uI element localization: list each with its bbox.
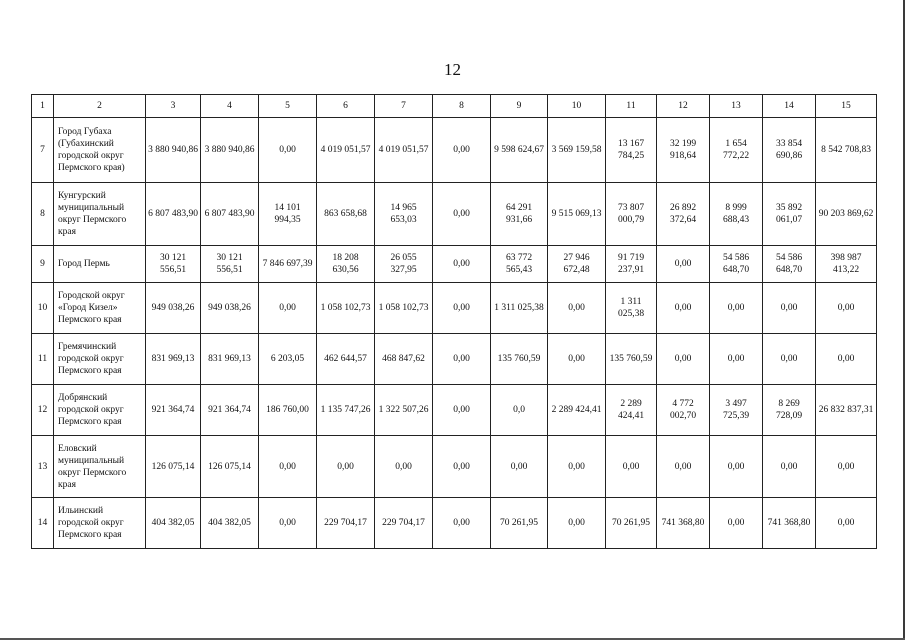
amount-cell: 14 965 653,03 bbox=[375, 183, 433, 246]
amount-cell: 1 058 102,73 bbox=[375, 283, 433, 334]
amount-cell: 30 121 556,51 bbox=[146, 246, 201, 283]
amount-cell: 7 846 697,39 bbox=[259, 246, 317, 283]
amount-cell: 135 760,59 bbox=[606, 334, 657, 385]
municipality-name: Еловский муниципальный округ Пермского края bbox=[54, 436, 146, 498]
amount-cell: 1 058 102,73 bbox=[317, 283, 375, 334]
amount-cell: 462 644,57 bbox=[317, 334, 375, 385]
amount-cell: 0,00 bbox=[548, 498, 606, 549]
amount-cell: 0,00 bbox=[657, 334, 710, 385]
amount-cell: 8 269 728,09 bbox=[763, 385, 816, 436]
amount-cell: 831 969,13 bbox=[201, 334, 259, 385]
amount-cell: 0,00 bbox=[548, 283, 606, 334]
amount-cell: 6 807 483,90 bbox=[201, 183, 259, 246]
amount-cell: 32 199 918,64 bbox=[657, 118, 710, 183]
amount-cell: 0,00 bbox=[433, 334, 491, 385]
amount-cell: 135 760,59 bbox=[491, 334, 548, 385]
municipality-name: Гремячинский городской округ Пермского края bbox=[54, 334, 146, 385]
amount-cell: 0,00 bbox=[433, 385, 491, 436]
amount-cell: 6 203,05 bbox=[259, 334, 317, 385]
amount-cell: 3 880 940,86 bbox=[201, 118, 259, 183]
amount-cell: 13 167 784,25 bbox=[606, 118, 657, 183]
amount-cell: 14 101 994,35 bbox=[259, 183, 317, 246]
amount-cell: 1 311 025,38 bbox=[606, 283, 657, 334]
row-number: 7 bbox=[32, 118, 54, 183]
amount-cell: 0,00 bbox=[259, 283, 317, 334]
amount-cell: 0,00 bbox=[816, 498, 877, 549]
table-row bbox=[32, 246, 877, 283]
table-row bbox=[32, 283, 877, 334]
amount-cell: 64 291 931,66 bbox=[491, 183, 548, 246]
municipality-name: Городской округ «Город Кизел» Пермского края bbox=[54, 283, 146, 334]
table-row bbox=[32, 385, 877, 436]
column-header: 10 bbox=[548, 95, 606, 118]
amount-cell: 1 311 025,38 bbox=[491, 283, 548, 334]
amount-cell: 0,00 bbox=[433, 436, 491, 498]
amount-cell: 0,00 bbox=[433, 283, 491, 334]
amount-cell: 0,00 bbox=[816, 283, 877, 334]
column-header: 12 bbox=[657, 95, 710, 118]
amount-cell: 63 772 565,43 bbox=[491, 246, 548, 283]
amount-cell: 0,00 bbox=[763, 436, 816, 498]
column-header: 8 bbox=[433, 95, 491, 118]
amount-cell: 30 121 556,51 bbox=[201, 246, 259, 283]
amount-cell: 921 364,74 bbox=[146, 385, 201, 436]
amount-cell: 91 719 237,91 bbox=[606, 246, 657, 283]
amount-cell: 126 075,14 bbox=[201, 436, 259, 498]
amount-cell: 741 368,80 bbox=[657, 498, 710, 549]
amount-cell: 26 832 837,31 bbox=[816, 385, 877, 436]
amount-cell: 35 892 061,07 bbox=[763, 183, 816, 246]
municipality-name: Город Губаха (Губахинский городской округ Пермского края) bbox=[54, 118, 146, 183]
column-header: 5 bbox=[259, 95, 317, 118]
amount-cell: 831 969,13 bbox=[146, 334, 201, 385]
amount-cell: 9 515 069,13 bbox=[548, 183, 606, 246]
column-header: 4 bbox=[201, 95, 259, 118]
table-row bbox=[32, 498, 877, 549]
amount-cell: 0,00 bbox=[657, 246, 710, 283]
municipality-name: Добрянский городской округ Пермского края bbox=[54, 385, 146, 436]
amount-cell: 6 807 483,90 bbox=[146, 183, 201, 246]
amount-cell: 9 598 624,67 bbox=[491, 118, 548, 183]
amount-cell: 1 135 747,26 bbox=[317, 385, 375, 436]
amount-cell: 26 892 372,64 bbox=[657, 183, 710, 246]
amount-cell: 186 760,00 bbox=[259, 385, 317, 436]
column-header: 13 bbox=[710, 95, 763, 118]
amount-cell: 126 075,14 bbox=[146, 436, 201, 498]
amount-cell: 0,00 bbox=[433, 118, 491, 183]
municipality-name: Ильинский городской округ Пермского края bbox=[54, 498, 146, 549]
amount-cell: 3 497 725,39 bbox=[710, 385, 763, 436]
amount-cell: 0,00 bbox=[710, 436, 763, 498]
amount-cell: 90 203 869,62 bbox=[816, 183, 877, 246]
column-header: 3 bbox=[146, 95, 201, 118]
amount-cell: 73 807 000,79 bbox=[606, 183, 657, 246]
row-number: 11 bbox=[32, 334, 54, 385]
amount-cell: 3 880 940,86 bbox=[146, 118, 201, 183]
amount-cell: 0,00 bbox=[433, 246, 491, 283]
amount-cell: 54 586 648,70 bbox=[710, 246, 763, 283]
column-header: 6 bbox=[317, 95, 375, 118]
column-header: 14 bbox=[763, 95, 816, 118]
row-number: 13 bbox=[32, 436, 54, 498]
municipality-name: Кунгурский муниципальный округ Пермского края bbox=[54, 183, 146, 246]
amount-cell: 0,00 bbox=[763, 334, 816, 385]
amount-cell: 0,00 bbox=[317, 436, 375, 498]
amount-cell: 0,00 bbox=[657, 436, 710, 498]
table-row bbox=[32, 436, 877, 498]
amount-cell: 0,00 bbox=[259, 498, 317, 549]
amount-cell: 229 704,17 bbox=[375, 498, 433, 549]
allocation-table bbox=[31, 94, 877, 549]
amount-cell: 863 658,68 bbox=[317, 183, 375, 246]
amount-cell: 4 019 051,57 bbox=[317, 118, 375, 183]
amount-cell: 2 289 424,41 bbox=[606, 385, 657, 436]
amount-cell: 404 382,05 bbox=[146, 498, 201, 549]
amount-cell: 398 987 413,22 bbox=[816, 246, 877, 283]
amount-cell: 0,0 bbox=[491, 385, 548, 436]
column-header: 15 bbox=[816, 95, 877, 118]
table-row bbox=[32, 183, 877, 246]
amount-cell: 2 289 424,41 bbox=[548, 385, 606, 436]
column-header: 7 bbox=[375, 95, 433, 118]
row-number: 14 bbox=[32, 498, 54, 549]
amount-cell: 18 208 630,56 bbox=[317, 246, 375, 283]
amount-cell: 0,00 bbox=[710, 334, 763, 385]
amount-cell: 229 704,17 bbox=[317, 498, 375, 549]
municipality-name: Город Пермь bbox=[54, 246, 146, 283]
amount-cell: 54 586 648,70 bbox=[763, 246, 816, 283]
amount-cell: 33 854 690,86 bbox=[763, 118, 816, 183]
row-number: 12 bbox=[32, 385, 54, 436]
amount-cell: 0,00 bbox=[816, 436, 877, 498]
amount-cell: 0,00 bbox=[433, 183, 491, 246]
amount-cell: 0,00 bbox=[375, 436, 433, 498]
header-row bbox=[32, 95, 877, 118]
amount-cell: 949 038,26 bbox=[146, 283, 201, 334]
page-number: 12 bbox=[444, 60, 461, 79]
amount-cell: 921 364,74 bbox=[201, 385, 259, 436]
amount-cell: 741 368,80 bbox=[763, 498, 816, 549]
amount-cell: 26 055 327,95 bbox=[375, 246, 433, 283]
amount-cell: 1 322 507,26 bbox=[375, 385, 433, 436]
column-header: 1 bbox=[32, 95, 54, 118]
amount-cell: 0,00 bbox=[259, 118, 317, 183]
amount-cell: 0,00 bbox=[491, 436, 548, 498]
amount-cell: 949 038,26 bbox=[201, 283, 259, 334]
amount-cell: 0,00 bbox=[657, 283, 710, 334]
row-number: 10 bbox=[32, 283, 54, 334]
amount-cell: 0,00 bbox=[816, 334, 877, 385]
amount-cell: 404 382,05 bbox=[201, 498, 259, 549]
column-header: 2 bbox=[54, 95, 146, 118]
table-row bbox=[32, 118, 877, 183]
amount-cell: 4 772 002,70 bbox=[657, 385, 710, 436]
amount-cell: 0,00 bbox=[433, 498, 491, 549]
table-row bbox=[32, 334, 877, 385]
table-body bbox=[32, 95, 877, 549]
amount-cell: 4 019 051,57 bbox=[375, 118, 433, 183]
amount-cell: 70 261,95 bbox=[606, 498, 657, 549]
amount-cell: 0,00 bbox=[548, 436, 606, 498]
amount-cell: 0,00 bbox=[763, 283, 816, 334]
amount-cell: 8 999 688,43 bbox=[710, 183, 763, 246]
amount-cell: 0,00 bbox=[710, 283, 763, 334]
amount-cell: 3 569 159,58 bbox=[548, 118, 606, 183]
column-header: 9 bbox=[491, 95, 548, 118]
amount-cell: 1 654 772,22 bbox=[710, 118, 763, 183]
amount-cell: 0,00 bbox=[710, 498, 763, 549]
amount-cell: 468 847,62 bbox=[375, 334, 433, 385]
column-header: 11 bbox=[606, 95, 657, 118]
amount-cell: 0,00 bbox=[548, 334, 606, 385]
amount-cell: 0,00 bbox=[259, 436, 317, 498]
amount-cell: 8 542 708,83 bbox=[816, 118, 877, 183]
amount-cell: 0,00 bbox=[606, 436, 657, 498]
amount-cell: 27 946 672,48 bbox=[548, 246, 606, 283]
amount-cell: 70 261,95 bbox=[491, 498, 548, 549]
row-number: 8 bbox=[32, 183, 54, 246]
row-number: 9 bbox=[32, 246, 54, 283]
